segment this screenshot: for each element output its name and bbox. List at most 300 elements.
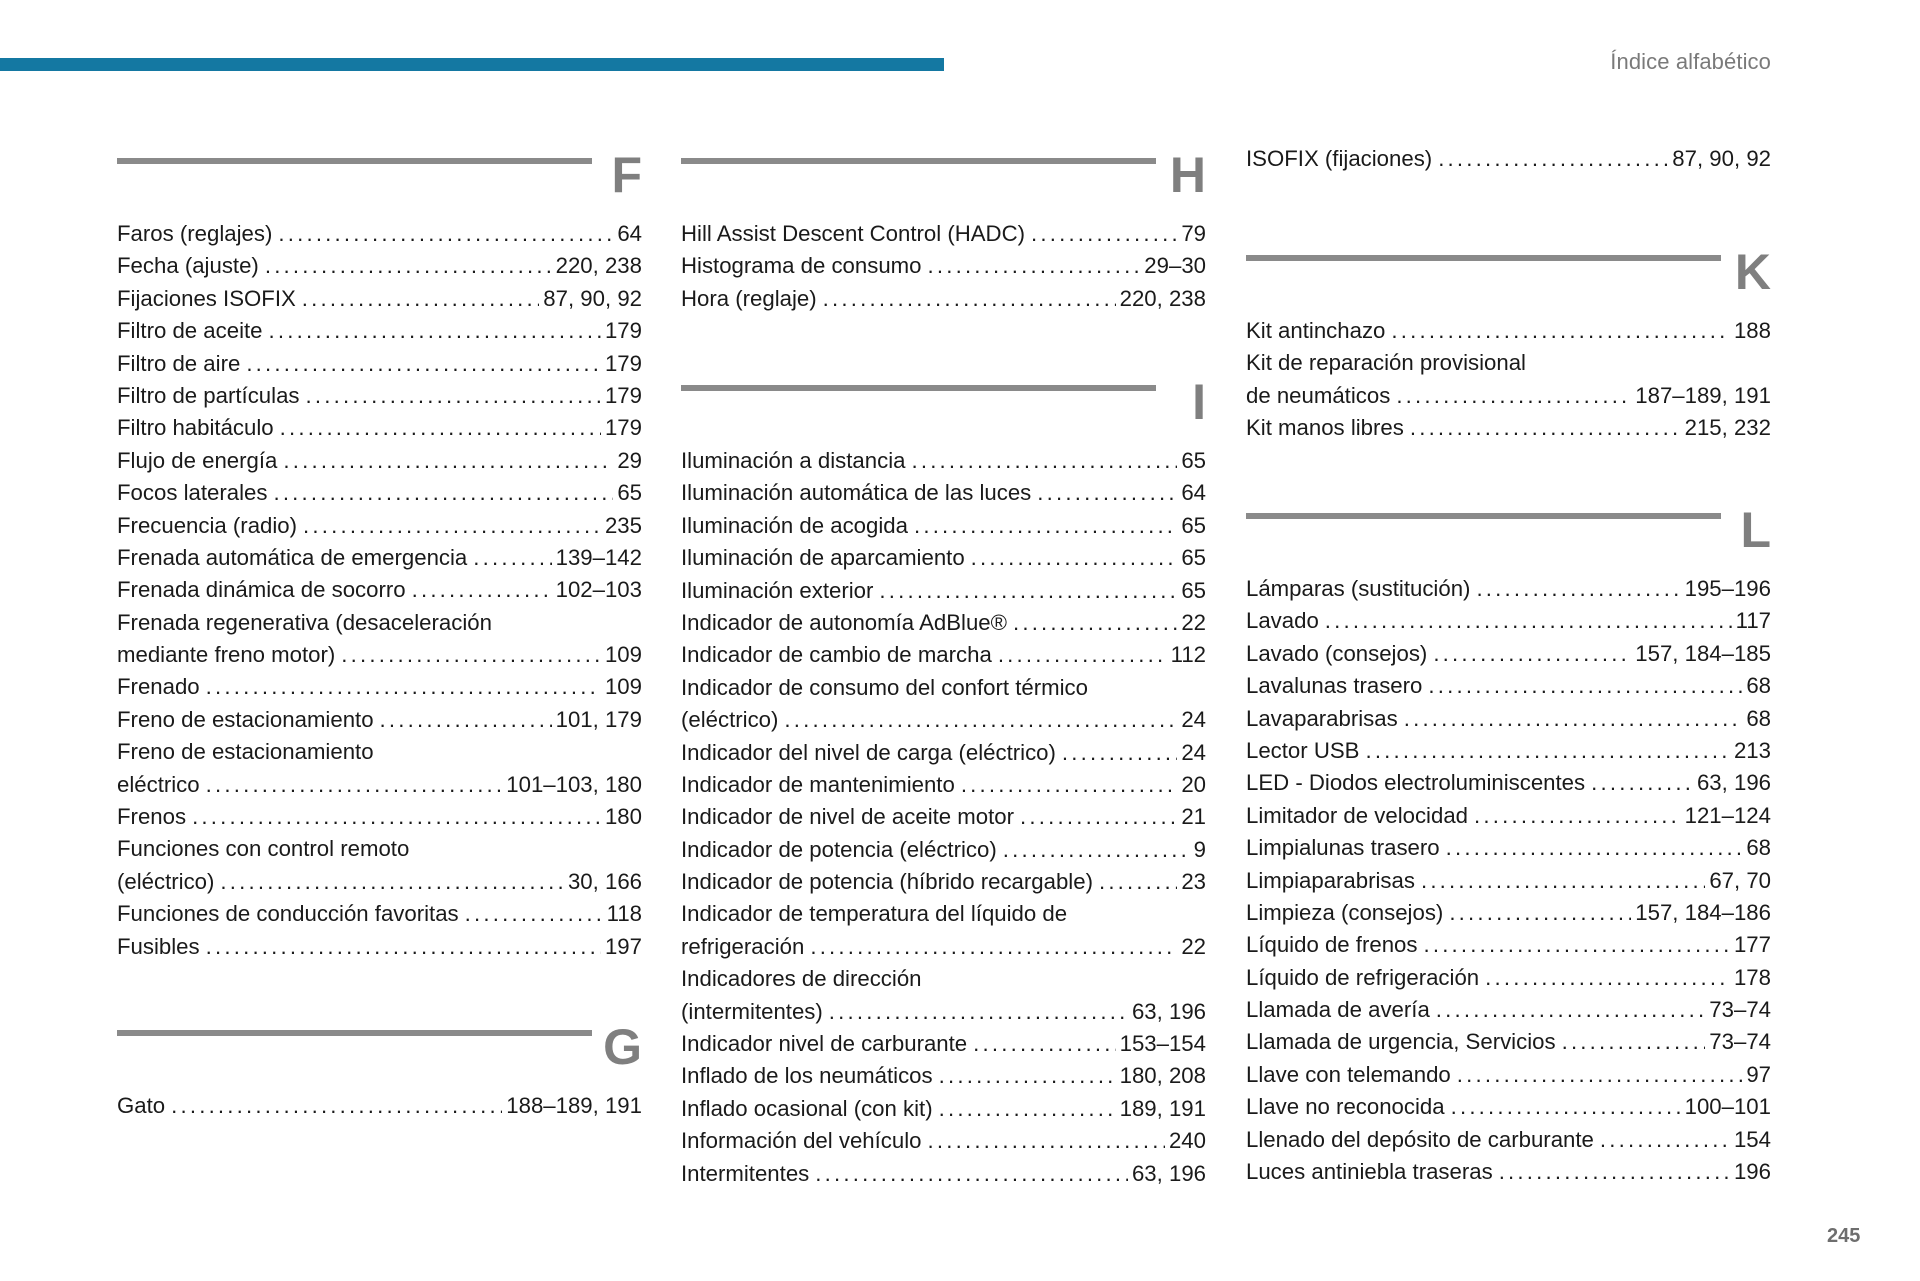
entry-term: Indicador de cambio de marcha — [681, 642, 992, 668]
index-entry — [1246, 897, 1771, 929]
entry-term: Indicador nivel de carburante — [681, 1031, 968, 1057]
index-entry — [681, 639, 1206, 671]
index-entry — [681, 218, 1206, 250]
entry-pages: 157, 184–185 — [1635, 640, 1771, 666]
entry-term: Lámparas (sustitución) — [1246, 576, 1471, 601]
entry-pages: 215, 232 — [1684, 415, 1771, 441]
leader-dots — [1099, 866, 1177, 898]
entry-term: Filtro habitáculo — [117, 415, 274, 441]
entry-term: Limitador de velocidad — [1246, 802, 1469, 828]
entry-term: Hill Assist Descent Control (HADC) — [681, 221, 1025, 246]
entry-pages: 220, 238 — [555, 253, 642, 279]
entry-pages: 87, 90, 92 — [1672, 146, 1771, 171]
leader-dots — [911, 445, 1177, 477]
leader-dots — [939, 1093, 1116, 1125]
leader-dots — [1421, 865, 1705, 897]
entry-pages: 65 — [1181, 577, 1206, 603]
leader-dots — [1325, 605, 1732, 637]
leader-dots — [1433, 638, 1631, 670]
entry-term-first-line: Freno de estacionamiento — [117, 739, 374, 765]
entry-pages: 24 — [1181, 707, 1206, 733]
entry-list — [1246, 573, 1771, 1188]
leader-dots — [269, 315, 601, 347]
leader-dots — [1410, 412, 1681, 444]
entry-term: Luces antiniebla traseras — [1246, 1159, 1493, 1185]
index-entry — [1246, 800, 1771, 832]
leader-dots — [192, 801, 601, 833]
leader-dots — [1457, 1059, 1743, 1091]
index-entry — [117, 250, 642, 282]
leader-dots — [1031, 218, 1177, 250]
section-letter: L — [1740, 502, 1771, 558]
index-entry — [681, 283, 1206, 315]
entry-term: Frenos — [117, 804, 187, 830]
entry-term: Intermitentes — [681, 1160, 810, 1186]
index-entry — [681, 542, 1206, 574]
section-header — [681, 374, 1206, 445]
entry-term-first-line: Indicadores de dirección — [681, 966, 922, 992]
entry-term: Indicador de mantenimiento — [681, 771, 955, 797]
entry-pages: 65 — [617, 480, 642, 506]
section-letter: I — [1192, 374, 1206, 430]
index-entry — [1246, 1026, 1771, 1058]
entry-list — [1246, 143, 1771, 175]
section-header — [117, 1019, 642, 1090]
entry-pages: 179 — [604, 350, 642, 376]
leader-dots — [1591, 767, 1693, 799]
entry-pages: 63, 196 — [1131, 998, 1206, 1024]
entry-term: Frecuencia (radio) — [117, 512, 298, 538]
leader-dots — [1600, 1124, 1730, 1156]
index-section-h — [681, 147, 1206, 315]
index-entry — [1246, 143, 1771, 175]
entry-pages: 177 — [1733, 932, 1771, 958]
index-entry — [117, 931, 642, 963]
index-entry — [117, 283, 642, 315]
leader-dots — [265, 250, 552, 282]
leader-dots — [273, 477, 613, 509]
index-entry — [1246, 412, 1771, 444]
leader-dots — [784, 704, 1177, 736]
entry-pages: 188 — [1733, 318, 1771, 343]
entry-pages: 109 — [604, 674, 642, 700]
entry-term: Flujo de energía — [117, 447, 278, 473]
leader-dots — [1391, 315, 1730, 347]
entry-list — [117, 1090, 642, 1122]
leader-dots — [1485, 962, 1730, 994]
index-entry — [1246, 735, 1771, 767]
section-rule — [681, 385, 1156, 391]
entry-pages: 117 — [1735, 608, 1771, 634]
index-entry — [1246, 573, 1771, 605]
leader-dots — [927, 250, 1140, 282]
index-entry — [117, 477, 642, 509]
section-rule — [681, 158, 1156, 164]
entry-term: Iluminación de aparcamiento — [681, 545, 965, 571]
entry-term: Indicador de autonomía AdBlue® — [681, 609, 1007, 635]
leader-dots — [1476, 573, 1680, 605]
entry-pages: 65 — [1181, 545, 1206, 571]
entry-term: Inflado de los neumáticos — [681, 1063, 933, 1089]
index-entry — [1246, 1156, 1771, 1188]
entry-pages: 102–103 — [555, 577, 642, 603]
leader-dots — [206, 769, 503, 801]
leader-dots — [473, 542, 551, 574]
entry-term: Hora (reglaje) — [681, 285, 817, 311]
entry-pages: 157, 184–186 — [1635, 899, 1771, 925]
entry-pages: 101, 179 — [555, 706, 642, 732]
leader-dots — [961, 769, 1178, 801]
entry-pages: 187–189, 191 — [1635, 382, 1771, 408]
entry-term: Lector USB — [1246, 737, 1360, 763]
entry-term: Focos laterales — [117, 480, 268, 506]
entry-term: Iluminación de acogida — [681, 512, 908, 538]
entry-pages: 101–103, 180 — [506, 771, 642, 797]
entry-pages: 24 — [1181, 739, 1206, 765]
entry-term: Indicador de potencia (híbrido recargable) — [681, 869, 1093, 895]
entry-term: Indicador del nivel de carga (eléctrico) — [681, 739, 1056, 765]
entry-pages: 63, 196 — [1696, 770, 1771, 796]
index-entry — [681, 672, 1206, 737]
entry-pages: 195–196 — [1684, 576, 1771, 601]
index-entry — [681, 737, 1206, 769]
index-entry — [1246, 703, 1771, 735]
entry-pages: 22 — [1181, 933, 1206, 959]
index-entry — [117, 218, 642, 250]
entry-pages: 68 — [1746, 673, 1771, 699]
leader-dots — [206, 671, 601, 703]
section-rule — [117, 158, 592, 164]
leader-dots — [928, 1125, 1165, 1157]
index-entry — [681, 963, 1206, 1028]
entry-term: Iluminación automática de las luces — [681, 480, 1032, 506]
entry-pages: 9 — [1193, 836, 1206, 862]
entry-term-second-line — [117, 769, 642, 801]
entry-pages: 179 — [604, 415, 642, 441]
leader-dots — [1423, 929, 1730, 961]
leader-dots — [306, 380, 601, 412]
entry-term: Información del vehículo — [681, 1128, 922, 1154]
index-entry — [1246, 638, 1771, 670]
leader-dots — [278, 218, 613, 250]
entry-term: Llamada de avería — [1246, 997, 1430, 1023]
entry-pages: 21 — [1181, 804, 1206, 830]
entry-list — [681, 445, 1206, 1190]
entry-pages: 189, 191 — [1119, 1095, 1206, 1121]
entry-pages: 64 — [617, 221, 642, 246]
entry-term-second-line — [681, 704, 1206, 736]
entry-term: Limpieza (consejos) — [1246, 899, 1444, 925]
index-entry — [681, 477, 1206, 509]
entry-pages: 197 — [604, 933, 642, 959]
entry-term: Lavalunas trasero — [1246, 673, 1423, 699]
entry-pages: 112 — [1170, 642, 1206, 668]
leader-dots — [1365, 735, 1730, 767]
entry-term: Llave con telemando — [1246, 1061, 1451, 1087]
leader-dots — [1446, 832, 1743, 864]
leader-dots — [302, 283, 540, 315]
index-section-i — [681, 374, 1206, 1190]
leader-dots — [206, 931, 601, 963]
entry-term: Iluminación a distancia — [681, 448, 906, 473]
entry-term: Frenada dinámica de socorro — [117, 577, 406, 603]
entry-term: Kit manos libres — [1246, 415, 1404, 441]
entry-pages: 180, 208 — [1119, 1063, 1206, 1089]
section-letter: K — [1734, 244, 1771, 300]
entry-pages: 65 — [1181, 512, 1206, 538]
index-entry — [117, 801, 642, 833]
entry-term: (eléctrico) — [681, 707, 779, 733]
entry-term: mediante freno motor) — [117, 642, 336, 668]
index-entry — [117, 348, 642, 380]
entry-term: de neumáticos — [1246, 382, 1391, 408]
leader-dots — [815, 1158, 1128, 1190]
leader-dots — [879, 575, 1177, 607]
leader-dots — [283, 445, 613, 477]
section-header — [117, 147, 642, 218]
entry-pages: 118 — [606, 901, 642, 927]
leader-dots — [171, 1090, 502, 1122]
leader-dots — [1474, 800, 1681, 832]
entry-pages: 22 — [1181, 609, 1206, 635]
leader-dots — [823, 283, 1116, 315]
entry-pages: 121–124 — [1684, 802, 1771, 828]
index-entry — [1246, 670, 1771, 702]
section-rule — [1246, 255, 1721, 261]
leader-dots — [829, 996, 1128, 1028]
entry-term: Funciones de conducción favoritas — [117, 901, 459, 927]
entry-term: Lavado (consejos) — [1246, 640, 1428, 666]
index-entry — [681, 834, 1206, 866]
index-entry — [117, 671, 642, 703]
leader-dots — [1438, 143, 1668, 175]
entry-term: Frenada automática de emergencia — [117, 544, 468, 570]
index-entry — [117, 315, 642, 347]
entry-term-first-line: Indicador de consumo del confort térmico — [681, 674, 1088, 700]
index-entry — [681, 1060, 1206, 1092]
entry-term: Kit antinchazo — [1246, 318, 1386, 343]
leader-dots — [1499, 1156, 1730, 1188]
index-section-g — [117, 1019, 642, 1122]
entry-term-second-line — [681, 996, 1206, 1028]
entry-pages: 235 — [604, 512, 642, 538]
entry-pages: 240 — [1168, 1128, 1206, 1154]
section-header — [1246, 502, 1771, 573]
index-section-l — [1246, 502, 1771, 1188]
index-entry — [117, 898, 642, 930]
leader-dots — [1003, 834, 1190, 866]
entry-term: (intermitentes) — [681, 998, 823, 1024]
entry-pages: 179 — [604, 382, 642, 408]
entry-term: Lavado — [1246, 608, 1319, 634]
entry-pages: 213 — [1733, 737, 1771, 763]
leader-dots — [1562, 1026, 1706, 1058]
entry-term: Indicador de potencia (eléctrico) — [681, 836, 997, 862]
entry-list — [1246, 315, 1771, 445]
index-entry — [1246, 767, 1771, 799]
entry-term: Limpialunas trasero — [1246, 835, 1440, 861]
leader-dots — [303, 510, 601, 542]
entry-pages: 97 — [1746, 1061, 1771, 1087]
index-entry — [681, 1125, 1206, 1157]
entry-pages: 73–74 — [1709, 1029, 1771, 1055]
entry-term-first-line: Indicador de temperatura del líquido de — [681, 901, 1068, 927]
index-entry — [1246, 929, 1771, 961]
index-section-f — [117, 147, 642, 963]
index-entry — [117, 1090, 642, 1122]
section-header — [681, 147, 1206, 218]
entry-pages: 87, 90, 92 — [543, 285, 642, 311]
index-entry — [1246, 865, 1771, 897]
entry-pages: 29–30 — [1144, 253, 1206, 279]
entry-term: Faros (reglajes) — [117, 221, 273, 246]
entry-term: Filtro de aceite — [117, 318, 263, 344]
leader-dots — [412, 574, 552, 606]
entry-term: Fecha (ajuste) — [117, 253, 259, 279]
entry-term: Llamada de urgencia, Servicios — [1246, 1029, 1556, 1055]
index-entry — [1246, 1124, 1771, 1156]
entry-term: Filtro de partículas — [117, 382, 300, 408]
entry-term: Lavaparabrisas — [1246, 705, 1398, 731]
section-letter: G — [603, 1019, 642, 1075]
entry-term: Líquido de refrigeración — [1246, 964, 1480, 990]
leader-dots — [998, 639, 1167, 671]
index-entry — [117, 510, 642, 542]
leader-dots — [1037, 477, 1177, 509]
entry-term: Inflado ocasional (con kit) — [681, 1095, 933, 1121]
entry-term: ISOFIX (fijaciones) — [1246, 146, 1433, 171]
index-entry — [681, 575, 1206, 607]
leader-dots — [1396, 380, 1631, 412]
index-entry — [117, 380, 642, 412]
entry-term: LED - Diodos electroluminiscentes — [1246, 770, 1586, 796]
entry-pages: 179 — [604, 318, 642, 344]
leader-dots — [1451, 1091, 1681, 1123]
index-entry — [681, 607, 1206, 639]
leader-dots — [220, 866, 564, 898]
entry-term: Freno de estacionamiento — [117, 706, 374, 732]
section-rule — [1246, 513, 1721, 519]
index-entry — [681, 250, 1206, 282]
entry-pages: 30, 166 — [567, 868, 642, 894]
leader-dots — [973, 1028, 1115, 1060]
index-entry — [681, 801, 1206, 833]
section-rule — [117, 1030, 592, 1036]
index-section-k — [1246, 244, 1771, 445]
index-entry — [1246, 1091, 1771, 1123]
section-letter: H — [1169, 147, 1206, 203]
entry-pages: 63, 196 — [1131, 1160, 1206, 1186]
index-entry — [1246, 1059, 1771, 1091]
entry-term: Gato — [117, 1093, 166, 1118]
leader-dots — [1449, 897, 1631, 929]
entry-pages: 220, 238 — [1119, 285, 1206, 311]
entry-term-first-line: Funciones con control remoto — [117, 836, 410, 862]
index-entry — [681, 1028, 1206, 1060]
entry-term-first-line: Frenada regenerativa (desaceleración — [117, 609, 492, 635]
entry-term-second-line — [1246, 380, 1771, 412]
index-entry — [117, 542, 642, 574]
entry-pages: 153–154 — [1119, 1031, 1206, 1057]
entry-term: refrigeración — [681, 933, 805, 959]
entry-term: Fusibles — [117, 933, 200, 959]
entry-pages: 109 — [604, 642, 642, 668]
leader-dots — [1013, 607, 1177, 639]
leader-dots — [1428, 670, 1742, 702]
entry-term: Indicador de nivel de aceite motor — [681, 804, 1015, 830]
leader-dots — [1404, 703, 1743, 735]
index-entry — [681, 1158, 1206, 1190]
index-entry — [117, 833, 642, 898]
index-entry — [1246, 315, 1771, 347]
entry-term: Llenado del depósito de carburante — [1246, 1126, 1594, 1152]
entry-pages: 154 — [1733, 1126, 1771, 1152]
index-entry — [117, 445, 642, 477]
entry-term: eléctrico — [117, 771, 200, 797]
index-entry — [681, 1093, 1206, 1125]
index-section-i-continued — [1246, 143, 1771, 175]
entry-pages: 68 — [1746, 835, 1771, 861]
index-entry — [681, 510, 1206, 542]
index-entry — [117, 574, 642, 606]
leader-dots — [939, 1060, 1116, 1092]
entry-list — [117, 218, 642, 963]
entry-term: Frenado — [117, 674, 200, 700]
index-entry — [117, 607, 642, 672]
leader-dots — [246, 348, 601, 380]
entry-pages: 79 — [1181, 221, 1206, 246]
entry-term-second-line — [681, 931, 1206, 963]
entry-pages: 180 — [604, 804, 642, 830]
entry-term: (eléctrico) — [117, 868, 215, 894]
leader-dots — [1020, 801, 1177, 833]
entry-pages: 64 — [1181, 480, 1206, 506]
entry-term: Histograma de consumo — [681, 253, 922, 279]
entry-pages: 67, 70 — [1709, 867, 1771, 893]
index-entry — [117, 412, 642, 444]
leader-dots — [971, 542, 1178, 574]
leader-dots — [380, 704, 552, 736]
entry-pages: 188–189, 191 — [506, 1093, 642, 1118]
leader-dots — [1062, 737, 1177, 769]
index-entry — [1246, 962, 1771, 994]
page-number: 245 — [1827, 1225, 1861, 1247]
page-section-title: Índice alfabético — [1610, 49, 1771, 74]
leader-dots — [341, 639, 601, 671]
entry-term: Fijaciones ISOFIX — [117, 285, 296, 311]
entry-pages: 29 — [617, 447, 642, 473]
entry-pages: 68 — [1746, 705, 1771, 731]
header-accent-bar — [0, 58, 944, 71]
index-entry — [681, 445, 1206, 477]
entry-pages: 23 — [1181, 869, 1206, 895]
entry-term-second-line — [117, 639, 642, 671]
leader-dots — [280, 412, 601, 444]
index-entry — [117, 704, 642, 736]
leader-dots — [1436, 994, 1706, 1026]
entry-term: Iluminación exterior — [681, 577, 874, 603]
entry-term-first-line: Kit de reparación provisional — [1246, 350, 1526, 376]
entry-pages: 73–74 — [1709, 997, 1771, 1023]
entry-pages: 178 — [1733, 964, 1771, 990]
entry-pages: 196 — [1733, 1159, 1771, 1185]
entry-term: Llave no reconocida — [1246, 1094, 1445, 1120]
index-entry — [1246, 994, 1771, 1026]
entry-term: Limpiaparabrisas — [1246, 867, 1415, 893]
entry-pages: 65 — [1181, 448, 1206, 473]
section-header — [1246, 244, 1771, 315]
entry-pages: 139–142 — [555, 544, 642, 570]
